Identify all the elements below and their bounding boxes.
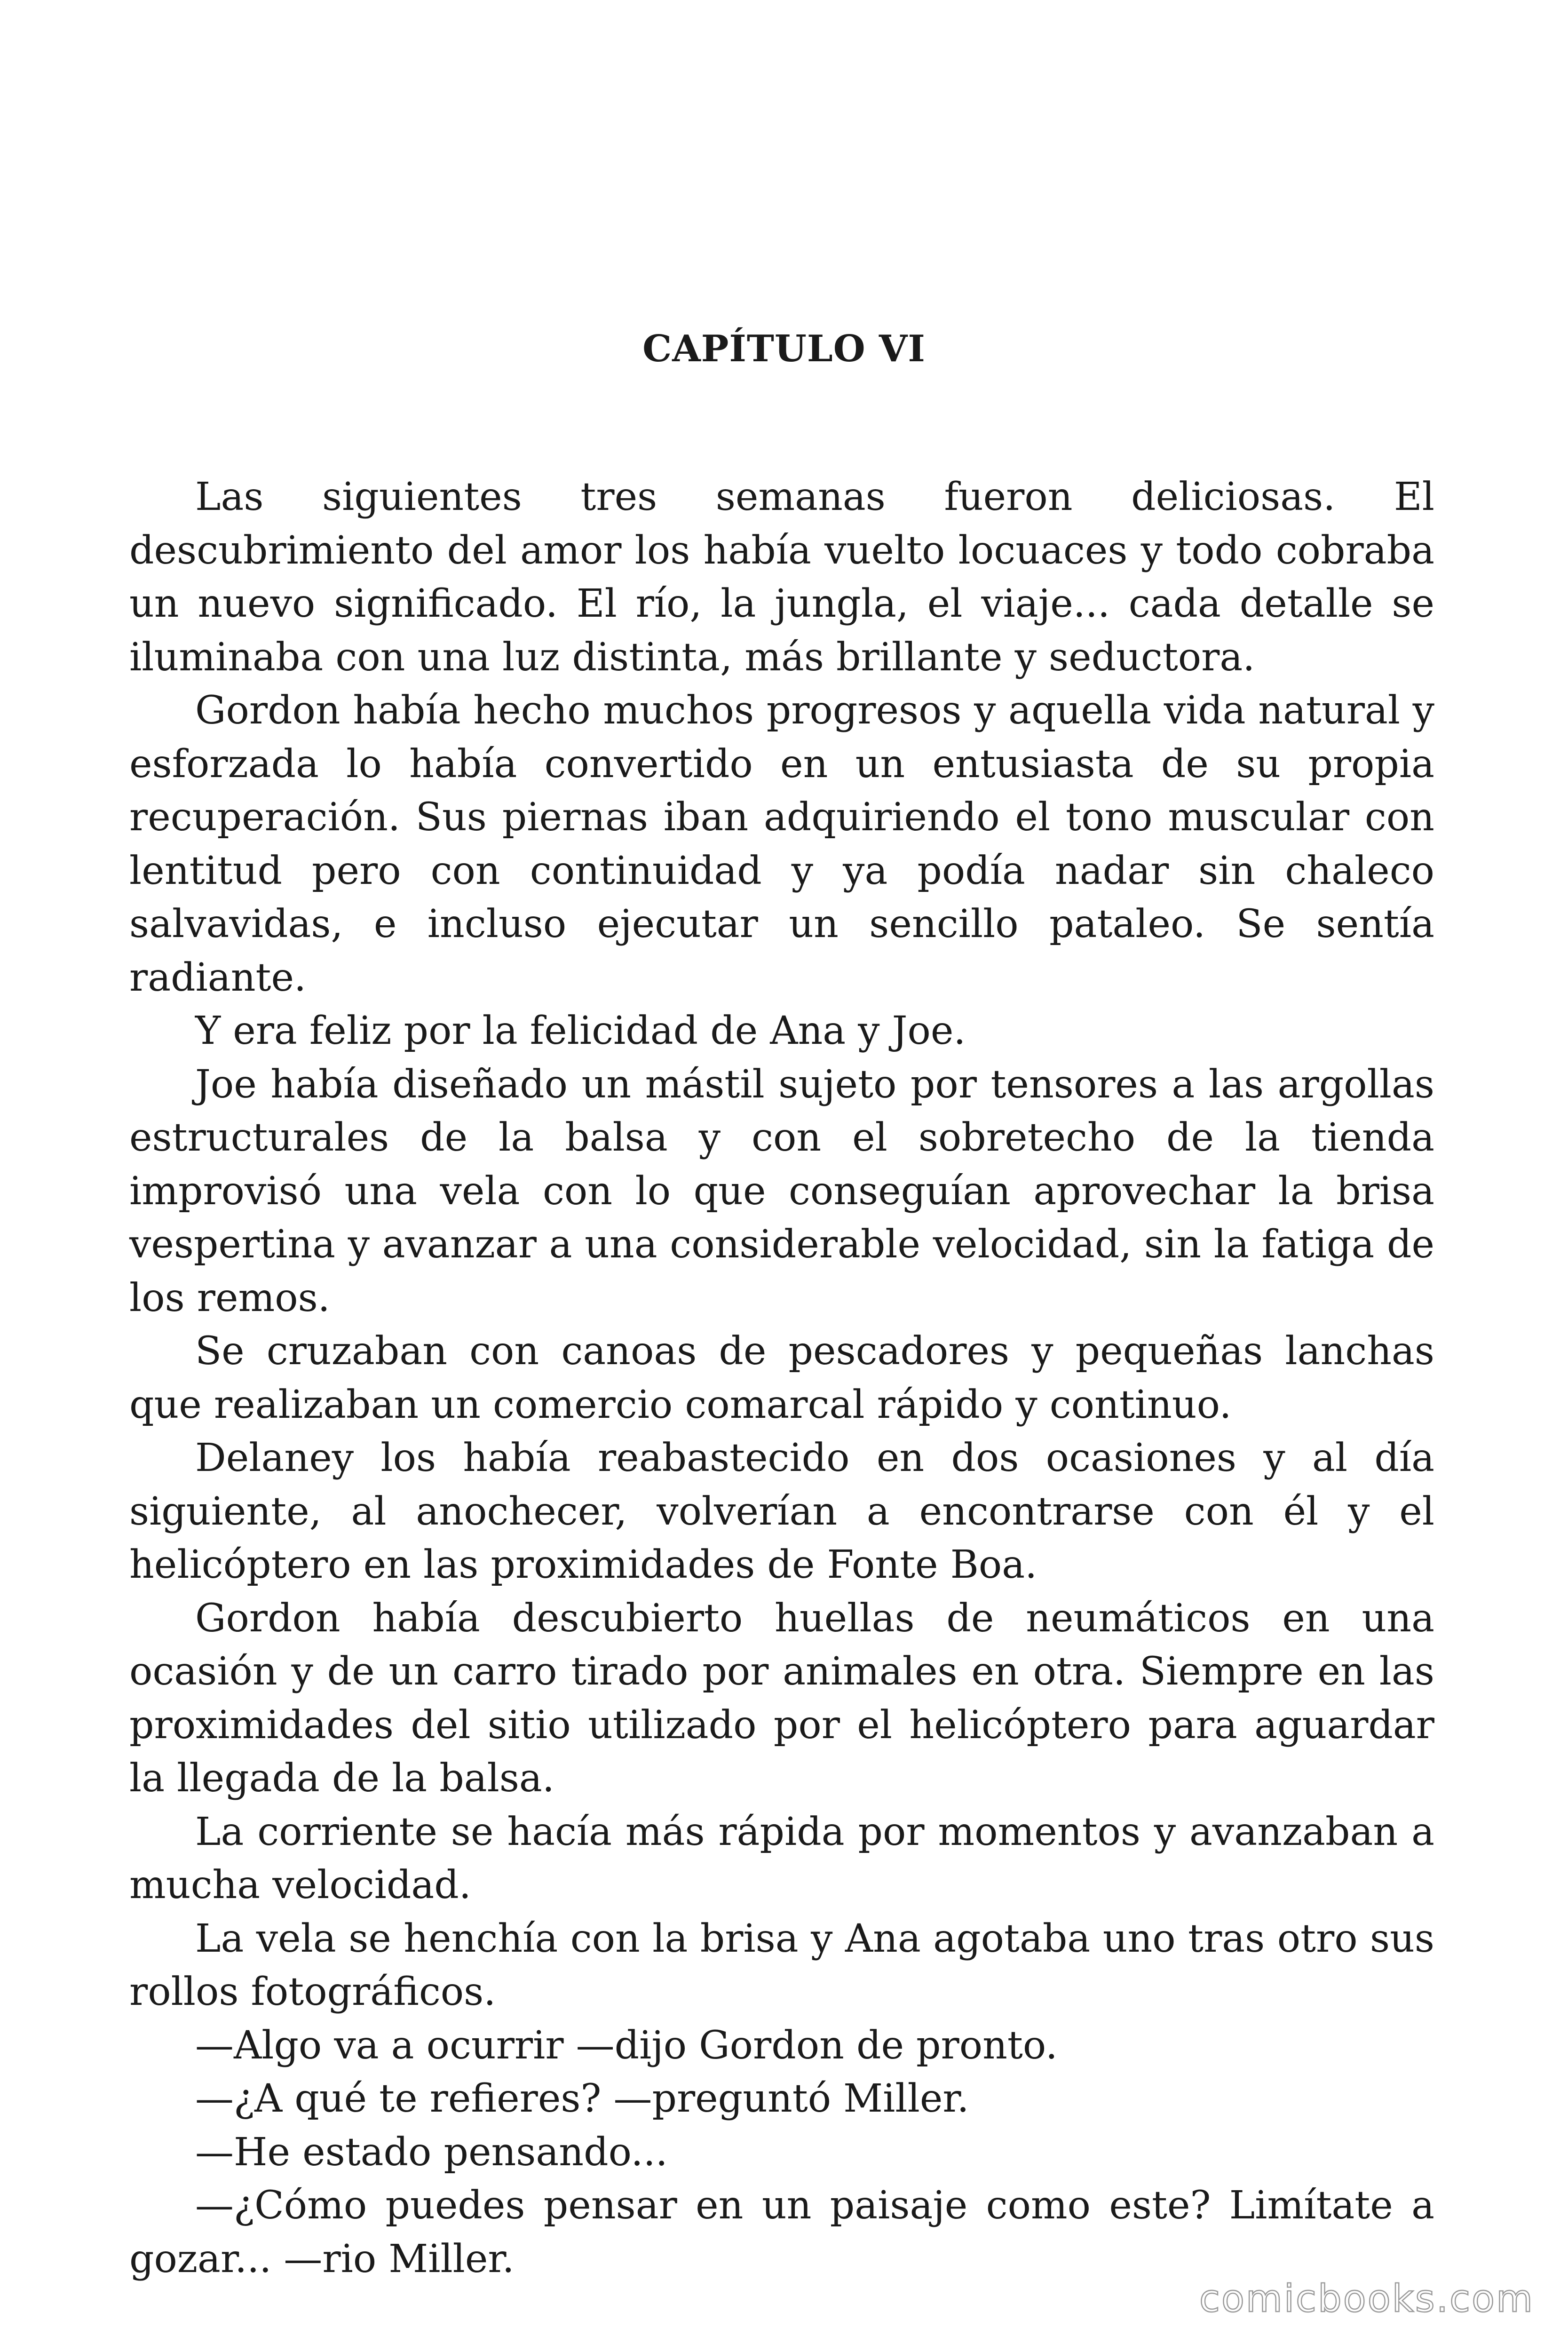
chapter-title: CAPÍTULO VI: [642, 327, 926, 370]
watermark: comicbooks.com: [1199, 2277, 1534, 2320]
dialogue-line: —Algo va a ocurrir —dijo Gordon de pronto.: [195, 2023, 1058, 2068]
paragraph: La corriente se hacía más rápida por momentos y avanzaban a mucha velocidad.: [129, 1809, 1434, 1907]
paragraph: Gordon había hecho muchos progresos y aquella vida natural y esforzada lo había convertido en un entusiasta de su propia recuperación. Sus piernas iban adquiriendo el tono muscular con lentitud pero con continuidad y ya podía nadar sin chaleco salvavidas, e incluso ejecutar un sencillo pataleo. Se sentía radiante.: [129, 688, 1434, 1000]
chapter-body: [129, 470, 1434, 2286]
paragraph: La vela se henchía con la brisa y Ana agotaba uno tras otro sus rollos fotográficos.: [129, 1916, 1434, 2014]
paragraph: Y era feliz por la felicidad de Ana y Joe.: [195, 1009, 966, 1053]
paragraph: Joe había diseñado un mástil sujeto por tensores a las argollas estructurales de la balsa y con el sobretecho de la tienda improvisó una vela con lo que conseguían aprovechar la brisa vespertina y avanzar a una considerable velocidad, sin la fatiga de los remos.: [129, 1062, 1434, 1320]
paragraph: Gordon había descubierto huellas de neumáticos en una ocasión y de un carro tirado por animales en otra. Siempre en las proximidades del sitio utilizado por el helicóptero para aguardar la llegada de la balsa.: [129, 1596, 1434, 1801]
paragraph: Delaney los había reabastecido en dos ocasiones y al día siguiente, al anochecer, volverían a encontrarse con él y el helicóptero en las proximidades de Fonte Boa.: [129, 1436, 1434, 1587]
paragraph: Se cruzaban con canoas de pescadores y pequeñas lanchas que realizaban un comercio comarcal rápido y continuo.: [129, 1329, 1434, 1427]
dialogue-line: —He estado pensando...: [195, 2130, 668, 2175]
paragraph: Las siguientes tres semanas fueron deliciosas. El descubrimiento del amor los había vuelto locuaces y todo cobraba un nuevo significado. El río, la jungla, el viaje... cada detalle se iluminaba con una luz distinta, más brillante y seductora.: [129, 475, 1434, 680]
dialogue-line: —¿Cómo puedes pensar en un paisaje como este? Limítate a gozar... —rio Miller.: [129, 2183, 1434, 2281]
dialogue-line: —¿A qué te refieres? —preguntó Miller.: [195, 2076, 969, 2121]
